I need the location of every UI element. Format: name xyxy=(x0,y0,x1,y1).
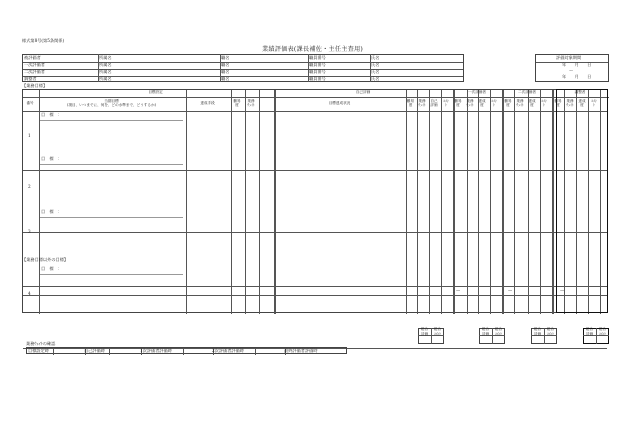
evaluator-num: 職員番号 xyxy=(309,55,326,60)
evaluator-num: 職員番号 xyxy=(309,69,326,74)
header-self-score: 自己 評価 xyxy=(430,98,438,107)
row-number: 1 xyxy=(28,133,31,138)
header-self-weight: 業務 ｳｪｲﾄ xyxy=(418,98,426,107)
header-second-evaluator: 二次評価者 xyxy=(518,90,536,95)
header-means: 達成手段 xyxy=(200,100,215,105)
grid-line xyxy=(454,90,455,314)
header-adj-weight: 業務 ｳｪｲﾄ xyxy=(566,98,574,107)
grid-line xyxy=(308,54,309,82)
period-end: 年 月 日 xyxy=(562,74,592,79)
weight-confirm-cell: 最終評価者評価時 xyxy=(284,347,318,353)
weight-confirm-cell: 自己評価時 xyxy=(84,347,105,353)
page-title: 業績評価表(課長補佐・主任主査用) xyxy=(262,46,364,53)
header-second-comment: ｺﾒﾝ ﾄ xyxy=(541,98,547,107)
evaluator-role: 一次評価者 xyxy=(24,62,45,67)
total-comment-label: 総合 ｺﾒﾝﾄ xyxy=(546,327,555,336)
evaluator-role: 調整者 xyxy=(24,76,37,81)
grid-line xyxy=(406,90,407,314)
goal-underline xyxy=(40,217,183,218)
evaluator-num: 職員番号 xyxy=(309,76,326,81)
period-label: 評価対象期間 xyxy=(556,55,582,60)
evaluator-post: 職名 xyxy=(221,69,230,74)
header-second-difficulty: 難易 度 xyxy=(504,98,512,107)
weight-confirm-label: 業務ｳｪｲﾄの確認 xyxy=(26,341,56,346)
grid-line xyxy=(98,54,99,82)
header-num: 番号 xyxy=(26,100,34,105)
grid-line xyxy=(441,90,442,314)
evaluator-name: 氏名 xyxy=(371,62,380,67)
header-first-comment: ｺﾒﾝ ﾄ xyxy=(491,98,497,107)
grid-line xyxy=(528,90,529,314)
section-other-label: 【業務目標以外の目標】 xyxy=(22,257,69,262)
goal-label: 目 標 ： xyxy=(41,209,62,214)
goal-label: 目 標 ： xyxy=(41,112,62,117)
total-comment-label: 総合 ｺﾒﾝﾄ xyxy=(494,327,503,336)
grid-line xyxy=(417,90,418,314)
evaluator-name: 氏名 xyxy=(371,69,380,74)
section-goals-label: 【業務目標】 xyxy=(22,83,48,88)
grid-line xyxy=(231,90,232,314)
evaluator-org: 所属名 xyxy=(99,69,112,74)
header-first-weight: 業務 ｳｪｲﾄ xyxy=(466,98,474,107)
header-self-comment: ｺﾒﾝ ﾄ xyxy=(443,98,449,107)
total-eval-label: 総合 評価 xyxy=(533,327,542,336)
header-adj-difficulty: 難易 度 xyxy=(554,98,562,107)
weight-confirm-cell: 1次評価者評価時 xyxy=(140,347,172,353)
goal-label: 目 標 ： xyxy=(41,156,62,161)
total-eval-label: 総合 評価 xyxy=(420,327,429,336)
evaluator-name: 氏名 xyxy=(371,76,380,81)
header-second-weight: 業務 ｳｪｲﾄ xyxy=(516,98,524,107)
evaluator-post: 職名 xyxy=(221,62,230,67)
header-adj-achieve: 達成 度 xyxy=(578,98,586,107)
header-self-eval: 自己評価 xyxy=(355,90,371,95)
header-adj-comment: ｺﾒﾝ ﾄ xyxy=(591,98,597,107)
grid-line xyxy=(503,90,504,314)
grid-line xyxy=(109,348,110,355)
adjuster-column-frame xyxy=(556,89,608,313)
total-eval-label: 総合 評価 xyxy=(481,327,490,336)
grid-line xyxy=(23,111,607,112)
goal-underline xyxy=(40,274,183,275)
total-eval-label: 総合 評価 xyxy=(585,327,594,336)
goal-underline xyxy=(40,164,183,165)
period-separator: 〜 xyxy=(569,68,574,73)
adjuster-dash: — xyxy=(508,288,513,293)
grid-line xyxy=(245,90,246,314)
goals-table xyxy=(22,89,608,313)
adjuster-dash: — xyxy=(560,288,565,293)
header-goal-setting: 目標設定 xyxy=(148,90,163,95)
grid-line xyxy=(370,54,371,82)
grid-line xyxy=(514,90,515,314)
grid-line xyxy=(23,295,607,296)
goal-label: 目 標 ： xyxy=(41,266,62,271)
grid-line xyxy=(23,229,607,234)
grid-line xyxy=(259,90,260,314)
evaluator-role: 二次評価者 xyxy=(24,69,45,74)
total-comment-label: 総合 ｺﾒﾝﾄ xyxy=(598,327,607,336)
evaluator-post: 職名 xyxy=(221,55,230,60)
row-number: 4 xyxy=(28,291,31,296)
grid-line xyxy=(540,90,541,314)
period-start: 年 月 日 xyxy=(562,62,592,67)
grid-line xyxy=(53,348,54,355)
header-first-achieve: 達成 度 xyxy=(478,98,486,107)
evaluator-org: 所属名 xyxy=(99,55,112,60)
header-self-difficulty: 難易 度 xyxy=(406,98,415,107)
header-weight: 業務 ｳｪｲﾄ xyxy=(247,98,255,107)
header-difficulty: 難易 度 xyxy=(233,98,241,107)
total-comment-label: 総合 ｺﾒﾝﾄ xyxy=(433,327,442,336)
header-first-difficulty: 難易 度 xyxy=(454,98,462,107)
evaluator-org: 所属名 xyxy=(99,76,112,81)
evaluator-org: 所属名 xyxy=(99,62,112,67)
header-adjuster: 調整者 xyxy=(574,90,586,95)
grid-line xyxy=(23,170,607,171)
grid-line xyxy=(275,90,276,314)
form-id: 様式第8号(第5条関係) xyxy=(22,38,65,43)
header-goal: 当期目標 (項目、いつまでに、何を、どの水準まで、どうするか) xyxy=(67,98,156,107)
grid-line xyxy=(23,286,607,287)
weight-confirm-cell: 目標設定時 xyxy=(28,347,49,353)
grid-line xyxy=(490,90,491,314)
evaluator-role: 被評価者 xyxy=(24,55,41,60)
grid-line xyxy=(478,90,479,314)
grid-line xyxy=(39,90,40,314)
evaluator-num: 職員番号 xyxy=(309,62,326,67)
grid-line xyxy=(553,90,554,314)
row-number: 2 xyxy=(28,184,31,189)
grid-line xyxy=(220,54,221,82)
row-number: 3 xyxy=(28,229,31,234)
evaluator-post: 職名 xyxy=(221,76,230,81)
grid-line xyxy=(429,90,430,314)
evaluator-name: 氏名 xyxy=(371,55,380,60)
grid-line xyxy=(183,348,184,355)
header-first-evaluator: 一次評価者 xyxy=(468,90,486,95)
adjuster-dash: — xyxy=(456,288,461,293)
header-second-achieve: 達成 度 xyxy=(528,98,536,107)
evaluator-table xyxy=(22,54,464,82)
grid-line xyxy=(467,90,468,314)
grid-line xyxy=(186,90,187,314)
weight-confirm-cell: 2次評価者評価時 xyxy=(212,347,244,353)
grid-line xyxy=(255,348,256,355)
goal-underline xyxy=(40,120,183,121)
header-status: 目標達成状況 xyxy=(328,100,351,105)
